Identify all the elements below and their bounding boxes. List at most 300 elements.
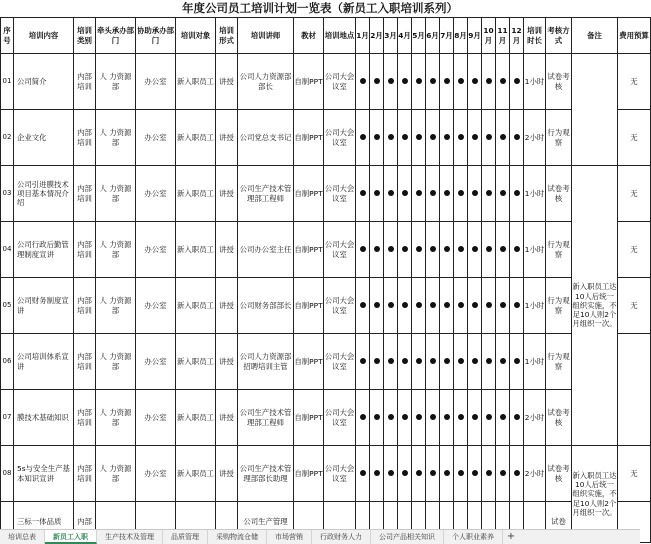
cell-location[interactable]: 公司大会议室 [324, 446, 356, 502]
cell-lead-dept[interactable]: 人 力资源部 [96, 390, 136, 446]
cell-month-6[interactable] [426, 110, 440, 166]
scheduled-dot-icon [388, 190, 394, 196]
cell-month-3[interactable] [384, 110, 398, 166]
cell-lead-dept[interactable]: 人 力资源部 [96, 278, 136, 334]
cell-category[interactable]: 内部培训 [74, 166, 96, 222]
cell-month-8[interactable] [454, 166, 468, 222]
cell-assist-dept[interactable]: 办公室 [136, 222, 176, 278]
cell-budget[interactable]: 无 [618, 278, 651, 334]
cell-lecturer[interactable]: 公司生产技术管理部工程师 [238, 166, 294, 222]
scheduled-dot-icon [486, 470, 492, 476]
table-row [1, 390, 651, 446]
header-month-2[interactable]: 2月 [370, 18, 384, 54]
cell-month-12[interactable] [510, 334, 524, 390]
cell-month-7[interactable] [440, 334, 454, 390]
cell-location[interactable]: 公司大会议室 [324, 222, 356, 278]
header-month-7[interactable]: 7月 [440, 18, 454, 54]
cell-month-10[interactable] [482, 54, 496, 110]
cell-month-4[interactable] [398, 54, 412, 110]
cell-month-3[interactable] [384, 54, 398, 110]
scheduled-dot-icon [514, 358, 520, 364]
cell-budget[interactable]: 无 [618, 446, 651, 502]
cell-budget[interactable]: 无 [618, 222, 651, 278]
cell-month-9[interactable] [468, 54, 482, 110]
cell-month-9[interactable] [468, 390, 482, 446]
cell-remark[interactable] [572, 54, 618, 166]
cell-remark[interactable]: 新入职员工达10人后统一组织实施，不足10人则2个月组织一次。 [572, 166, 618, 446]
table-row [1, 334, 651, 390]
cell-month-6[interactable] [426, 54, 440, 110]
cell-month-2[interactable] [370, 166, 384, 222]
scheduled-dot-icon [514, 302, 520, 308]
cell-content[interactable]: 膜技术基础知识 [14, 390, 74, 446]
cell-month-6[interactable] [426, 446, 440, 502]
cell-location[interactable]: 公司大会议室 [324, 278, 356, 334]
cell-content[interactable]: 5s与安全生产基本知识宣讲 [14, 446, 74, 502]
cell-exam[interactable]: 行为观察 [546, 110, 572, 166]
cell-lead-dept[interactable]: 人 力资源部 [96, 110, 136, 166]
header-target[interactable]: 培训对象 [176, 18, 216, 54]
cell-lead-dept[interactable]: 人 力资源部 [96, 54, 136, 110]
cell-lecturer[interactable]: 公司财务部部长 [238, 278, 294, 334]
cell-duration[interactable]: 2小时 [524, 446, 546, 502]
cell-lead-dept[interactable]: 人 力资源部 [96, 334, 136, 390]
cell-material[interactable]: 自制PPT [294, 390, 324, 446]
scheduled-dot-icon [430, 78, 436, 84]
cell-month-8[interactable] [454, 222, 468, 278]
cell-month-1[interactable] [356, 278, 370, 334]
cell-no[interactable]: 08 [1, 446, 14, 502]
scheduled-dot-icon [402, 78, 408, 84]
cell-month-5[interactable] [412, 166, 426, 222]
cell-lead-dept[interactable]: 人 力资源部 [96, 166, 136, 222]
cell-material[interactable]: 自制PPT [294, 110, 324, 166]
header-no[interactable]: 序号 [1, 18, 14, 54]
header-month-6[interactable]: 6月 [426, 18, 440, 54]
cell-duration[interactable]: 1小时 [524, 54, 546, 110]
cell-material[interactable]: 自制PPT [294, 222, 324, 278]
cell-no[interactable]: 07 [1, 390, 14, 446]
cell-month-2[interactable] [370, 390, 384, 446]
scheduled-dot-icon [430, 302, 436, 308]
header-exam[interactable]: 考核方式 [546, 18, 572, 54]
cell-content[interactable]: 公司简介 [14, 54, 74, 110]
cell-no[interactable]: 03 [1, 166, 14, 222]
cell-category[interactable]: 内部培训 [74, 110, 96, 166]
cell-lecturer[interactable]: 公司人力资源部招聘培训主管 [238, 334, 294, 390]
header-row [1, 18, 651, 54]
cell-month-6[interactable] [426, 390, 440, 446]
scheduled-dot-icon [360, 470, 366, 476]
cell-material[interactable]: 自制PPT [294, 446, 324, 502]
cell-month-1[interactable] [356, 334, 370, 390]
cell-month-12[interactable] [510, 110, 524, 166]
cell-assist-dept[interactable]: 办公室 [136, 446, 176, 502]
header-budget[interactable]: 费用预算 [618, 18, 651, 54]
cell-month-5[interactable] [412, 446, 426, 502]
cell-material[interactable]: 自制PPT [294, 166, 324, 222]
scheduled-dot-icon [360, 358, 366, 364]
cell-no[interactable]: 04 [1, 222, 14, 278]
cell-target[interactable]: 新入职员工 [176, 110, 216, 166]
sheet-tab[interactable]: 培训总表 [0, 530, 45, 544]
cell-month-11[interactable] [496, 110, 510, 166]
cell-location[interactable]: 公司大会议室 [324, 166, 356, 222]
cell-month-2[interactable] [370, 222, 384, 278]
cell-month-7[interactable] [440, 278, 454, 334]
cell-month-3[interactable] [384, 446, 398, 502]
cell-exam[interactable]: 试卷考核 [546, 446, 572, 502]
cell-form[interactable]: 讲授 [216, 54, 238, 110]
scheduled-dot-icon [458, 246, 464, 252]
scheduled-dot-icon [374, 190, 380, 196]
scheduled-dot-icon [374, 414, 380, 420]
cell-exam[interactable]: 行为观察 [546, 222, 572, 278]
cell-target[interactable]: 新入职员工 [176, 278, 216, 334]
cell-month-12[interactable] [510, 446, 524, 502]
cell-lecturer[interactable]: 公司生产技术管理部工程师 [238, 390, 294, 446]
cell-form[interactable]: 讲授 [216, 446, 238, 502]
cell-month-11[interactable] [496, 222, 510, 278]
cell-duration[interactable]: 1小时 [524, 222, 546, 278]
scheduled-dot-icon [402, 470, 408, 476]
scheduled-dot-icon [430, 190, 436, 196]
cell-month-2[interactable] [370, 334, 384, 390]
scheduled-dot-icon [374, 302, 380, 308]
scheduled-dot-icon [458, 470, 464, 476]
cell-duration[interactable]: 1小时 [524, 334, 546, 390]
cell-month-5[interactable] [412, 334, 426, 390]
cell-month-4[interactable] [398, 446, 412, 502]
scheduled-dot-icon [388, 78, 394, 84]
header-month-8[interactable]: 8月 [454, 18, 468, 54]
cell-month-3[interactable] [384, 334, 398, 390]
cell-duration[interactable]: 2小时 [524, 110, 546, 166]
scheduled-dot-icon [402, 246, 408, 252]
cell-month-11[interactable] [496, 390, 510, 446]
scheduled-dot-icon [514, 78, 520, 84]
cell-month-6[interactable] [426, 278, 440, 334]
cell-budget[interactable]: 无 [618, 166, 651, 222]
table-body [1, 54, 651, 543]
cell-form[interactable]: 讲授 [216, 110, 238, 166]
cell-month-3[interactable] [384, 390, 398, 446]
cell-month-10[interactable] [482, 110, 496, 166]
cell-form[interactable]: 讲授 [216, 166, 238, 222]
cell-month-4[interactable] [398, 222, 412, 278]
header-category[interactable]: 培训类别 [74, 18, 96, 54]
cell-month-3[interactable] [384, 166, 398, 222]
sheet-tab[interactable]: 采购物流仓储 [208, 530, 267, 544]
cell-month-4[interactable] [398, 110, 412, 166]
add-sheet-icon[interactable]: + [506, 531, 516, 542]
cell-location[interactable]: 公司大会议室 [324, 334, 356, 390]
header-duration[interactable]: 培训时长 [524, 18, 546, 54]
header-month-3[interactable]: 3月 [384, 18, 398, 54]
cell-form[interactable]: 讲授 [216, 334, 238, 390]
cell-content[interactable]: 公司培训体系宣讲 [14, 334, 74, 390]
header-lecturer[interactable]: 培训讲师 [238, 18, 294, 54]
cell-assist-dept[interactable]: 办公室 [136, 54, 176, 110]
header-month-1[interactable]: 1月 [356, 18, 370, 54]
sheet-tab[interactable]: 公司产品相关知识 [371, 530, 444, 544]
cell-lead-dept[interactable]: 人 力资源部 [96, 446, 136, 502]
header-material[interactable]: 教材 [294, 18, 324, 54]
cell-month-1[interactable] [356, 446, 370, 502]
cell-category[interactable]: 内部培训 [74, 446, 96, 502]
header-month-4[interactable]: 4月 [398, 18, 412, 54]
cell-month-10[interactable] [482, 166, 496, 222]
sheet-tab[interactable]: 个人职业素养 [444, 530, 503, 544]
cell-assist-dept[interactable]: 办公室 [136, 278, 176, 334]
header-form[interactable]: 培训形式 [216, 18, 238, 54]
cell-content[interactable]: 三标一体品质 [14, 502, 74, 543]
sheet-tab[interactable]: 品质管理 [163, 530, 208, 544]
cell-month-1[interactable] [356, 54, 370, 110]
scheduled-dot-icon [486, 414, 492, 420]
scheduled-dot-icon [416, 78, 422, 84]
cell-month-3[interactable] [384, 222, 398, 278]
scheduled-dot-icon [430, 414, 436, 420]
header-month-5[interactable]: 5月 [412, 18, 426, 54]
cell-month-7[interactable] [440, 166, 454, 222]
cell-no[interactable]: 06 [1, 334, 14, 390]
scheduled-dot-icon [486, 134, 492, 140]
cell-no[interactable]: 02 [1, 110, 14, 166]
scheduled-dot-icon [472, 78, 478, 84]
cell-duration[interactable]: 1小时 [524, 166, 546, 222]
cell-content[interactable]: 公司引进膜技术项目基本情况介绍 [14, 166, 74, 222]
cell-month-10[interactable] [482, 334, 496, 390]
scheduled-dot-icon [458, 358, 464, 364]
cell-remark[interactable] [618, 334, 651, 446]
cell-material[interactable]: 自制PPT [294, 334, 324, 390]
cell-lecturer[interactable]: 公司办公室主任 [238, 222, 294, 278]
cell-budget[interactable]: 无 [618, 110, 651, 166]
cell-month-10[interactable] [482, 222, 496, 278]
cell-lead-dept[interactable]: 人 力资源部 [96, 222, 136, 278]
cell-month-2[interactable] [370, 54, 384, 110]
header-month-11[interactable]: 11月 [496, 18, 510, 54]
cell-exam[interactable]: 试卷 [546, 502, 572, 543]
cell-month-11[interactable] [496, 446, 510, 502]
scheduled-dot-icon [500, 470, 506, 476]
cell-exam[interactable]: 试卷考核 [546, 166, 572, 222]
cell-month-8[interactable] [454, 110, 468, 166]
cell-content[interactable]: 企业文化 [14, 110, 74, 166]
scheduled-dot-icon [500, 302, 506, 308]
cell-category[interactable]: 内部培训 [74, 278, 96, 334]
cell-month-12[interactable] [510, 390, 524, 446]
scheduled-dot-icon [374, 358, 380, 364]
cell-budget[interactable]: 无 [618, 54, 651, 110]
scheduled-dot-icon [388, 134, 394, 140]
cell-target[interactable]: 新入职员工 [176, 54, 216, 110]
cell-category[interactable]: 内部培训 [74, 334, 96, 390]
header-month-9[interactable]: 9月 [468, 18, 482, 54]
cell-target[interactable]: 新入职员工 [176, 446, 216, 502]
cell-month-11[interactable] [496, 54, 510, 110]
cell-month-4[interactable] [398, 390, 412, 446]
cell-target[interactable]: 新入职员工 [176, 390, 216, 446]
scheduled-dot-icon [500, 414, 506, 420]
sheet-tab[interactable]: 生产技术及管理 [97, 530, 163, 544]
cell-duration[interactable]: 1小时 [524, 278, 546, 334]
cell-month-8[interactable] [454, 54, 468, 110]
cell-month-2[interactable] [370, 446, 384, 502]
cell-material[interactable]: 自制PPT [294, 278, 324, 334]
cell-exam[interactable]: 试卷考核 [546, 54, 572, 110]
cell-category[interactable]: 内部培训 [74, 390, 96, 446]
cell-month-8[interactable] [454, 334, 468, 390]
cell-target[interactable]: 新入职员工 [176, 222, 216, 278]
cell-month-7[interactable] [440, 390, 454, 446]
cell-category[interactable]: 内部培训 [74, 222, 96, 278]
scheduled-dot-icon [374, 470, 380, 476]
cell-month-9[interactable] [468, 166, 482, 222]
cell-exam[interactable]: 试卷考核 [546, 390, 572, 446]
cell-category[interactable]: 内部培训 [74, 54, 96, 110]
cell-location[interactable]: 公司大会议室 [324, 110, 356, 166]
scheduled-dot-icon [388, 246, 394, 252]
cell-month-10[interactable] [482, 390, 496, 446]
sheet-tab[interactable]: 市场营销 [267, 530, 312, 544]
cell-content[interactable]: 公司行政后勤管理制度宣讲 [14, 222, 74, 278]
scheduled-dot-icon [430, 134, 436, 140]
cell-exam[interactable]: 行为观察 [546, 278, 572, 334]
header-month-10[interactable]: 10月 [482, 18, 496, 54]
scheduled-dot-icon [388, 414, 394, 420]
table-row [1, 222, 651, 278]
cell-lecturer[interactable]: 公司生产管理 [238, 502, 294, 543]
cell-form[interactable]: 讲授 [216, 278, 238, 334]
cell-month-8[interactable] [454, 390, 468, 446]
scheduled-dot-icon [416, 134, 422, 140]
scheduled-dot-icon [444, 190, 450, 196]
cell-month-5[interactable] [412, 222, 426, 278]
cell-month-5[interactable] [412, 110, 426, 166]
spreadsheet-grid[interactable] [0, 17, 649, 529]
table-row [1, 54, 651, 110]
scheduled-dot-icon [360, 78, 366, 84]
cell-month-2[interactable] [370, 278, 384, 334]
cell-exam[interactable]: 行为观察 [546, 334, 572, 390]
cell-month-9[interactable] [468, 278, 482, 334]
cell-month-6[interactable] [426, 166, 440, 222]
header-content[interactable]: 培训内容 [14, 18, 74, 54]
scheduled-dot-icon [486, 78, 492, 84]
cell-target[interactable]: 新入职员工 [176, 334, 216, 390]
cell-category[interactable]: 内部 [74, 502, 96, 543]
cell-month-11[interactable] [496, 334, 510, 390]
cell-month-12[interactable] [510, 222, 524, 278]
cell-month-5[interactable] [412, 278, 426, 334]
cell-month-4[interactable] [398, 278, 412, 334]
sheet-tab[interactable]: 行政财务人力 [312, 530, 371, 544]
table-row [1, 446, 651, 502]
cell-month-12[interactable] [510, 278, 524, 334]
cell-month-12[interactable] [510, 54, 524, 110]
header-assist-dept[interactable]: 协助承办部门 [136, 18, 176, 54]
cell-month-9[interactable] [468, 334, 482, 390]
cell-month-7[interactable] [440, 54, 454, 110]
cell-lecturer[interactable]: 公司生产技术管理部部长助理 [238, 446, 294, 502]
cell-month-8[interactable] [454, 278, 468, 334]
sheet-tab[interactable]: 新员工入职 [45, 530, 97, 544]
cell-form[interactable]: 讲授 [216, 390, 238, 446]
scheduled-dot-icon [514, 246, 520, 252]
scheduled-dot-icon [458, 78, 464, 84]
cell-month-10[interactable] [482, 278, 496, 334]
cell-month-9[interactable] [468, 110, 482, 166]
cell-month-1[interactable] [356, 110, 370, 166]
cell-lecturer[interactable]: 公司党总支书记 [238, 110, 294, 166]
scheduled-dot-icon [402, 190, 408, 196]
cell-duration[interactable]: 2小时 [524, 390, 546, 446]
cell-month-11[interactable] [496, 278, 510, 334]
cell-month-7[interactable] [440, 110, 454, 166]
cell-month-9[interactable] [468, 222, 482, 278]
table-row [1, 278, 651, 334]
cell-month-5[interactable] [412, 54, 426, 110]
cell-content[interactable]: 公司财务制度宣讲 [14, 278, 74, 334]
scheduled-dot-icon [500, 78, 506, 84]
cell-month-3[interactable] [384, 278, 398, 334]
cell-remark[interactable]: 新入职员工达10人后统一组织实施，不足10人则2个月组织一次。 [572, 446, 618, 543]
cell-form[interactable]: 讲授 [216, 222, 238, 278]
cell-month-5[interactable] [412, 390, 426, 446]
cell-target[interactable]: 新入职员工 [176, 166, 216, 222]
cell-month-1[interactable] [356, 166, 370, 222]
scheduled-dot-icon [388, 358, 394, 364]
cell-month-6[interactable] [426, 222, 440, 278]
scheduled-dot-icon [472, 414, 478, 420]
cell-no[interactable]: 01 [1, 54, 14, 110]
header-lead-dept[interactable]: 牵头承办部门 [96, 18, 136, 54]
cell-month-1[interactable] [356, 222, 370, 278]
cell-material[interactable]: 自制PPT [294, 54, 324, 110]
cell-month-8[interactable] [454, 446, 468, 502]
cell-month-7[interactable] [440, 446, 454, 502]
header-remark[interactable]: 备注 [572, 18, 618, 54]
scheduled-dot-icon [388, 470, 394, 476]
cell-month-9[interactable] [468, 446, 482, 502]
scheduled-dot-icon [416, 190, 422, 196]
scheduled-dot-icon [514, 414, 520, 420]
cell-month-7[interactable] [440, 222, 454, 278]
header-location[interactable]: 培训地点 [324, 18, 356, 54]
cell-assist-dept[interactable]: 办公室 [136, 334, 176, 390]
cell-lecturer[interactable]: 公司人力资源部部长 [238, 54, 294, 110]
scheduled-dot-icon [360, 414, 366, 420]
cell-assist-dept[interactable]: 办公室 [136, 390, 176, 446]
cell-month-10[interactable] [482, 446, 496, 502]
cell-location[interactable]: 公司大会议室 [324, 54, 356, 110]
cell-month-11[interactable] [496, 166, 510, 222]
header-month-12[interactable]: 12月 [510, 18, 524, 54]
cell-no[interactable]: 05 [1, 278, 14, 334]
cell-month-12[interactable] [510, 166, 524, 222]
cell-month-6[interactable] [426, 334, 440, 390]
cell-month-4[interactable] [398, 166, 412, 222]
cell-month-1[interactable] [356, 390, 370, 446]
scheduled-dot-icon [416, 302, 422, 308]
cell-location[interactable]: 公司大会议室 [324, 390, 356, 446]
cell-assist-dept[interactable]: 办公室 [136, 166, 176, 222]
cell-month-4[interactable] [398, 334, 412, 390]
cell-month-2[interactable] [370, 110, 384, 166]
cell-assist-dept[interactable]: 办公室 [136, 110, 176, 166]
